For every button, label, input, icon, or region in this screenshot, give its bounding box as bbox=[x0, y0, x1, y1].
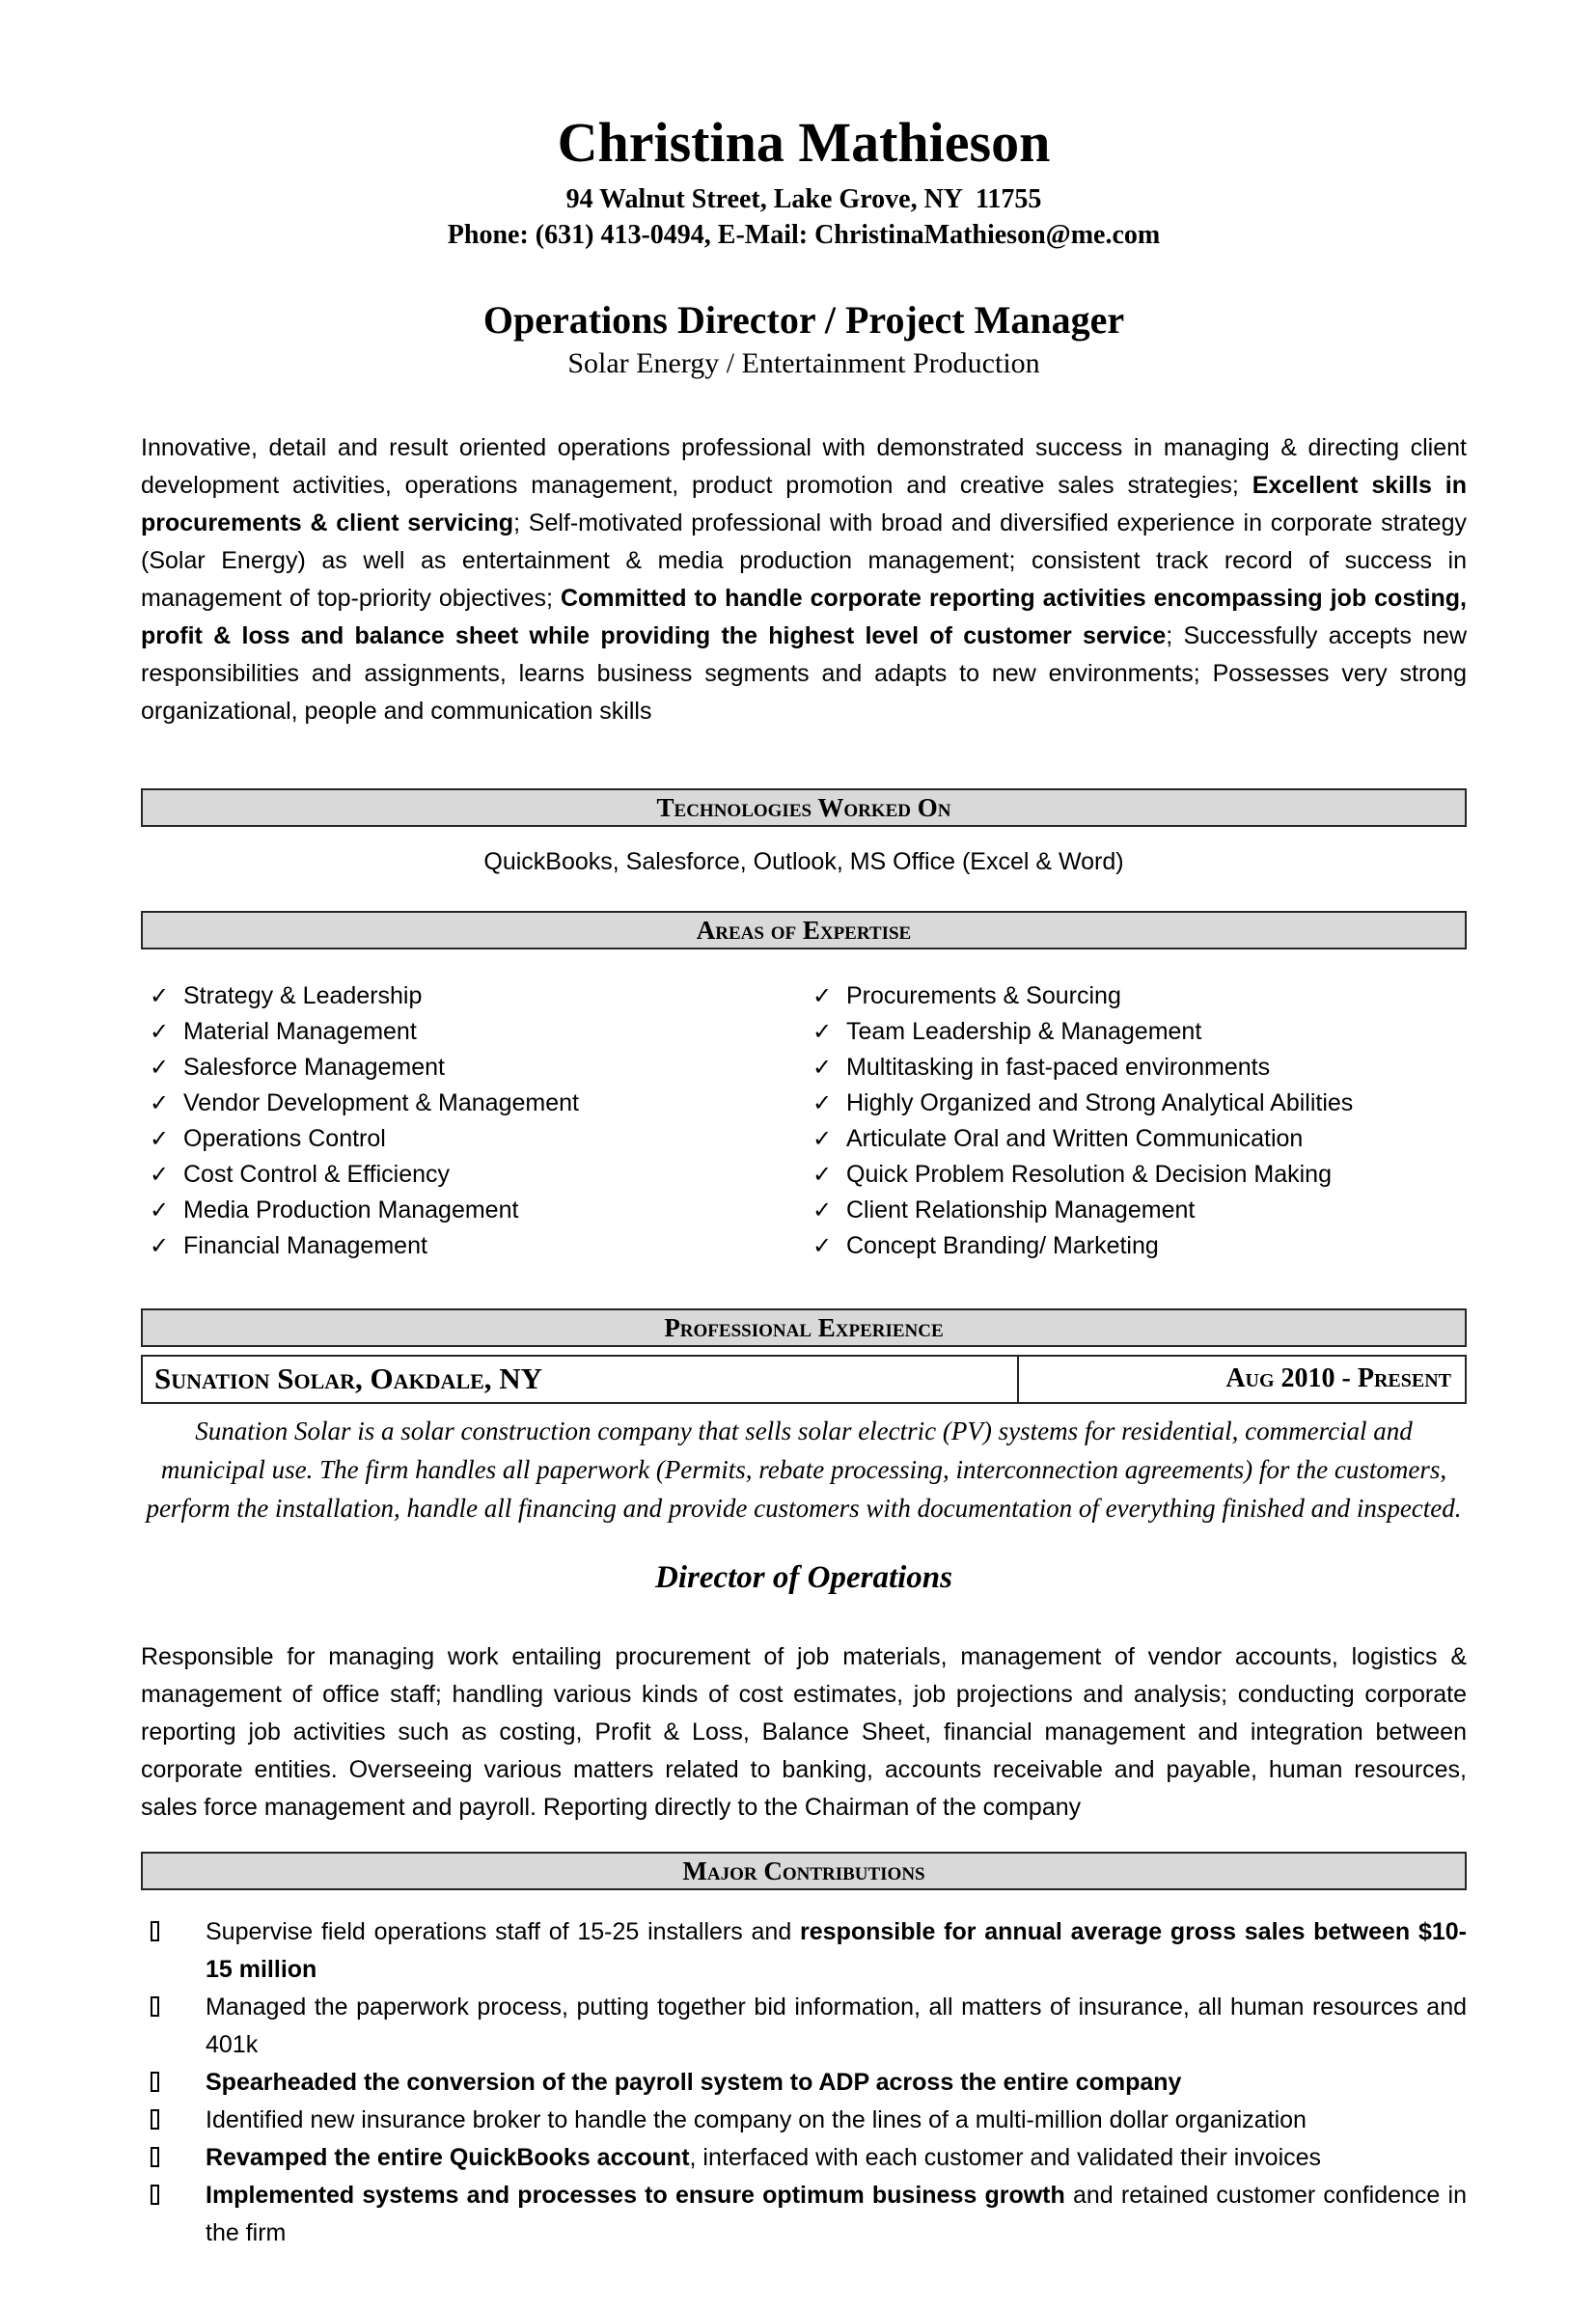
technologies-list: QuickBooks, Salesforce, Outlook, MS Office (Excel & Word) bbox=[483, 848, 1124, 876]
section-header-expertise: Areas of Expertise bbox=[141, 911, 1467, 949]
expertise-item bbox=[804, 1086, 1467, 1121]
text-run: Innovative, detail and result oriented operations professional with demonstrated success in managing & directing client development activities, operations management, product promotion and creative sales strategies; bbox=[141, 434, 1467, 500]
bullet-box-icon bbox=[151, 1996, 159, 2017]
checkmark-icon: ✓ bbox=[150, 983, 170, 1010]
expertise-column-left bbox=[141, 978, 804, 1264]
text-run: Supervise field operations staff of 15-25 installers and bbox=[206, 1918, 801, 1946]
headline-title: Operations Director / Project Manager bbox=[482, 297, 1125, 342]
text-run: and retained customer confidence in the firm bbox=[206, 2182, 1467, 2247]
text-run: Managed the paperwork process, putting together bid information, all matters of insurance, all human resources and 401k bbox=[206, 1994, 1467, 2059]
contribution-item bbox=[141, 2139, 1467, 2177]
expertise-item-label: Strategy & Leadership bbox=[183, 982, 423, 1010]
expertise-item-label: Financial Management bbox=[183, 1232, 427, 1260]
expertise-item-label: Salesforce Management bbox=[183, 1054, 445, 1082]
bullet-box-icon bbox=[151, 2109, 159, 2130]
contribution-item bbox=[141, 1913, 1467, 1989]
checkmark-icon: ✓ bbox=[812, 1126, 833, 1153]
bold-text-run: Implemented systems and processes to ensure optimum business growth bbox=[206, 2182, 1065, 2210]
checkmark-icon: ✓ bbox=[150, 1233, 170, 1260]
experience-entry-row bbox=[141, 1355, 1467, 1404]
expertise-column-right bbox=[804, 978, 1467, 1264]
expertise-item-label: Operations Control bbox=[183, 1125, 386, 1153]
bullet-box-icon bbox=[151, 1921, 159, 1941]
expertise-item bbox=[141, 1193, 804, 1228]
expertise-item bbox=[804, 978, 1467, 1014]
text-run: , interfaced with each customer and validated their invoices bbox=[689, 2144, 1322, 2172]
checkmark-icon: ✓ bbox=[150, 1055, 170, 1082]
bold-text-run: Excellent skills in procurements & client servicing bbox=[141, 472, 1467, 537]
expertise-item-label: Articulate Oral and Written Communication bbox=[846, 1125, 1304, 1153]
checkmark-icon: ✓ bbox=[150, 1019, 170, 1046]
contribution-item bbox=[141, 2177, 1467, 2252]
expertise-item-label: Concept Branding/ Marketing bbox=[846, 1232, 1159, 1260]
expertise-item-label: Quick Problem Resolution & Decision Making bbox=[846, 1161, 1332, 1189]
expertise-item bbox=[804, 1228, 1467, 1264]
expertise-item bbox=[804, 1193, 1467, 1228]
section-header-experience: Professional Experience bbox=[141, 1308, 1467, 1347]
summary-paragraph bbox=[141, 429, 1467, 730]
checkmark-icon: ✓ bbox=[812, 1233, 833, 1260]
contribution-item bbox=[141, 2064, 1467, 2102]
section-header-technologies: Technologies Worked On bbox=[141, 788, 1467, 827]
expertise-item bbox=[141, 1157, 804, 1193]
checkmark-icon: ✓ bbox=[812, 1019, 833, 1046]
checkmark-icon: ✓ bbox=[812, 1055, 833, 1082]
expertise-item bbox=[141, 1014, 804, 1050]
candidate-contact: Phone: (631) 413-0494, E-Mail: ChristinaMathieson@me.com bbox=[447, 219, 1161, 250]
bold-text-run: Spearheaded the conversion of the payroll system to ADP across the entire company bbox=[206, 2069, 1182, 2097]
bold-text-run: Committed to handle corporate reporting activities encompassing job costing, profit & loss and balance sheet while providing the highest level of customer service bbox=[141, 585, 1467, 650]
experience-company-description: Sunation Solar is a solar construction company that sells solar electric (PV) systems for residential, commercial and municipal use. The firm handles all paperwork (Permits, rebate processing, interconnection agreements) for the customers, perform the installation, handle all financing and provide customers with documentation of everything finished and inspected. bbox=[146, 1416, 1462, 1524]
bullet-box-icon bbox=[151, 2072, 159, 2092]
expertise-item-label: Media Production Management bbox=[183, 1196, 519, 1224]
candidate-name: Christina Mathieson bbox=[557, 111, 1051, 174]
checkmark-icon: ✓ bbox=[812, 1197, 833, 1224]
bullet-box-icon bbox=[151, 2185, 159, 2205]
expertise-item bbox=[141, 978, 804, 1014]
experience-role-title: Director of Operations bbox=[655, 1560, 952, 1596]
headline-subtitle: Solar Energy / Entertainment Production bbox=[567, 346, 1040, 379]
experience-responsibilities: Responsible for managing work entailing procurement of job materials, management of vendor accounts, logistics & management of office staff; handling various kinds of cost estimates, job projections and analysis; conducting corporate reporting job activities such as costing, Profit & Loss, Balance Sheet, financial management and integration between corporate entities. Overseeing various matters related to banking, accounts receivable and payable, human resources, sales force management and payroll. Reporting directly to the Chairman of the company bbox=[141, 1643, 1467, 1822]
expertise-grid bbox=[141, 978, 1467, 1264]
section-header-contributions: Major Contributions bbox=[141, 1852, 1467, 1890]
expertise-item-label: Highly Organized and Strong Analytical Abilities bbox=[846, 1089, 1354, 1117]
checkmark-icon: ✓ bbox=[150, 1162, 170, 1189]
expertise-item bbox=[141, 1050, 804, 1086]
experience-company: Sunation Solar, Oakdale, NY bbox=[143, 1357, 1019, 1402]
expertise-item bbox=[141, 1228, 804, 1264]
expertise-item bbox=[141, 1086, 804, 1121]
bold-text-run: responsible for annual average gross sales between $10-15 million bbox=[206, 1918, 1467, 1984]
expertise-item bbox=[804, 1121, 1467, 1157]
checkmark-icon: ✓ bbox=[150, 1197, 170, 1224]
contributions-list bbox=[141, 1913, 1467, 2252]
checkmark-icon: ✓ bbox=[150, 1126, 170, 1153]
expertise-item-label: Team Leadership & Management bbox=[846, 1018, 1202, 1046]
checkmark-icon: ✓ bbox=[812, 1162, 833, 1189]
expertise-item bbox=[804, 1050, 1467, 1086]
expertise-item bbox=[141, 1121, 804, 1157]
checkmark-icon: ✓ bbox=[812, 1090, 833, 1117]
contribution-item bbox=[141, 2102, 1467, 2139]
expertise-item-label: Procurements & Sourcing bbox=[846, 982, 1121, 1010]
resume-header bbox=[141, 111, 1467, 381]
expertise-item bbox=[804, 1157, 1467, 1193]
expertise-item-label: Material Management bbox=[183, 1018, 417, 1046]
text-run: Identified new insurance broker to handle the company on the lines of a multi-million dollar organization bbox=[206, 2106, 1307, 2134]
expertise-item-label: Vendor Development & Management bbox=[183, 1089, 579, 1117]
checkmark-icon: ✓ bbox=[812, 983, 833, 1010]
expertise-item-label: Client Relationship Management bbox=[846, 1196, 1196, 1224]
candidate-address: 94 Walnut Street, Lake Grove, NY 11755 bbox=[565, 183, 1042, 214]
expertise-item bbox=[804, 1014, 1467, 1050]
text-run: ; Self-motivated professional with broad and diversified experience in corporate strategy (Solar Energy) as well as entertainment & media production management; consistent track record of success in management of top-priority objectives; bbox=[141, 509, 1467, 613]
text-run: ; Successfully accepts new responsibilities and assignments, learns business segments and adapts to new environments; Possesses very strong organizational, people and communication skills bbox=[141, 622, 1467, 726]
contribution-item bbox=[141, 1989, 1467, 2064]
expertise-item-label: Cost Control & Efficiency bbox=[183, 1161, 451, 1189]
bold-text-run: Revamped the entire QuickBooks account bbox=[206, 2144, 690, 2172]
checkmark-icon: ✓ bbox=[150, 1090, 170, 1117]
expertise-item-label: Multitasking in fast-paced environments bbox=[846, 1054, 1271, 1082]
experience-dates: Aug 2010 - Present bbox=[1225, 1363, 1451, 1394]
bullet-box-icon bbox=[151, 2147, 159, 2167]
